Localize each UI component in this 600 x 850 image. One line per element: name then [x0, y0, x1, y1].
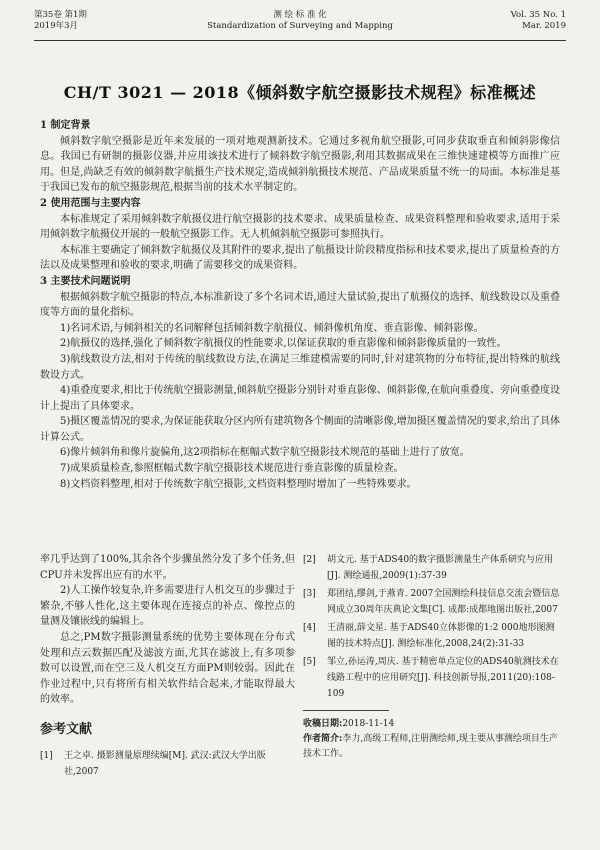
list-item: 2)航摄仪的选择,强化了倾斜数字航摄仪的性能要求,以保证获取的垂直影像和倾斜影像质量的一致性。: [60, 338, 507, 350]
paragraph: 本标准规定了采用倾斜数字航摄仪进行航空摄影的技术要求、成果质量检查、成果资料整理和验收要求,适用于采用倾斜数字航摄仪开展的一般航空摄影工作。无人机倾斜航空摄影可参照执行。: [40, 213, 560, 241]
author-value: 李力,高级工程师,注册测绘师,现主要从事测绘项目生产技术工作。: [303, 734, 558, 759]
volume-issue-en: Vol. 35 No. 1: [510, 10, 566, 20]
paragraph: 根据倾斜数字航空摄影的特点,本标准新设了多个名词术语,通过大量试验,提出了航摄仪的选择、航线数设以及重叠度等方面的量化指标。: [40, 291, 560, 319]
reference-number: [2]: [303, 555, 316, 565]
paragraph: 本标准主要确定了倾斜数字航摄仪及其附件的要求,提出了航摄设计阶段精度指标和技术要求,提出了质量检查的方法以及成果整理和验收的要求,明确了需要移交的成果资料。: [40, 244, 560, 272]
list-item: 5)摄区覆盖情况的要求,为保证能获取分区内所有建筑物各个侧面的清晰影像,增加摄区覆盖情况的要求,给出了具体计算公式。: [40, 416, 560, 443]
reference-item: [303, 552, 561, 584]
reference-item: [303, 586, 561, 618]
article-body: [40, 118, 560, 492]
reference-text: 胡文元. 基于ADS40的数字摄影测量生产体系研究与应用[J]. 测绘通报,2009(1):37-39: [327, 555, 554, 581]
reference-text: 邹立,孙运涛,周庆. 基于精密单点定位的ADS40航测技术在线路工程中的应用研究[J]. 科技创新导报,2011(20):108-109: [327, 657, 559, 699]
reference-number: [5]: [303, 657, 316, 667]
journal-title-en: Standardization of Surveying and Mapping: [207, 21, 393, 31]
right-column: [303, 552, 561, 762]
list-item: 1)名词术语,与倾斜相关的名词解释包括倾斜数字航摄仪、倾斜像机角度、垂直影像、倾斜影像。: [60, 322, 484, 334]
footnote-divider: [303, 710, 389, 711]
header-rule: [34, 40, 566, 41]
date-cn: 2019年3月: [34, 21, 79, 31]
section-heading: 1 制定背景: [40, 120, 91, 131]
reference-item: [40, 748, 295, 780]
reference-number: [1]: [40, 750, 53, 761]
left-column: [40, 552, 295, 782]
author-bio: [303, 732, 561, 762]
reference-text: 王清丽,薛文星. 基于ADS40立体影像的1:2 000地形图测图的技术特点[J]. 测绘标准化,2008,24(2):31-33: [327, 623, 555, 649]
reference-item: [303, 654, 561, 702]
paragraph: 2)人工操作较复杂,许多需要进行人机交互的步骤过于繁杂,不够人性化,这主要体现在连接点的补点、像控点的量测及镶嵌线的编辑上。: [40, 585, 295, 628]
paragraph: 倾斜数字航空摄影是近年来发展的一项对地观测新技术。它通过多视角航空摄影,可同步获取垂直和倾斜影像信息。我国已有研制的摄影仪器,并应用该技术进行了倾斜数字航空摄影,利用其数据成果在三维快速建模等方面推广应用。但是,尚缺乏有效的倾斜数字航摄生产技术规定,造成倾斜航摄技术规范、产品成果质量不统一的局面。本标准是基于我国已发布的航空摄影规范,根据当前的技术水平制定的。: [40, 135, 560, 194]
page-header: [0, 0, 600, 44]
list-item: 7)成果质量检查,参照框幅式数字航空摄影技术规范进行垂直影像的质量检查。: [60, 463, 404, 475]
section-heading: 2 使用范围与主要内容: [40, 197, 141, 209]
article-title: CH/T 3021 — 2018《倾斜数字航空摄影技术规程》标准概述: [63, 83, 537, 102]
journal-title-cn: 测 绘 标 准 化: [273, 10, 327, 20]
reference-text: 王之卓. 摄影测量原理续编[M]. 武汉:武汉大学出版社,2007: [64, 750, 266, 777]
reference-item: [303, 620, 561, 652]
volume-issue-cn: 第35卷 第1期: [34, 10, 87, 20]
reference-number: [4]: [303, 623, 316, 633]
reference-number: [3]: [303, 589, 316, 599]
author-label: 作者简介:: [303, 734, 343, 744]
received-date: [303, 717, 561, 732]
received-value: 2018-11-14: [342, 719, 395, 729]
paragraph: 总之,PM数字摄影测量系统的优势主要体现在分布式处理和点云数据匹配及滤波方面,尤其在滤波上,有多项参数可以设置,而在空三及人机交互方面PM则较弱。因此在作业过程中,只有将所有相关软件结合起来,才能取得最大的效率。: [40, 631, 295, 706]
list-item: 3)航线数设方法,相对于传统的航线数设方法,在满足三维建模需要的同时,针对建筑物的分布特征,提出特殊的航线数设方式。: [40, 353, 560, 381]
references-heading: 参考文献: [40, 721, 93, 737]
reference-text: 郑团结,缪剑,于燕青. 2007全国测绘科技信息交流会暨信息网成立30周年庆典论文集[C]. 成都:成都地图出版社,2007: [327, 589, 560, 615]
list-item: 8)文档资料整理,相对于传统数字航空摄影,文档资料整理时增加了一些特殊要求。: [60, 478, 417, 490]
list-item: 6)像片倾斜角和像片旋偏角,这2项指标在框幅式数字航空摄影技术规范的基础上进行了放宽。: [60, 447, 470, 459]
received-label: 收稿日期:: [303, 719, 343, 729]
header-right: [511, 10, 566, 32]
paragraph: 率几乎达到了100%,其余各个步骤虽然分发了多个任务,但CPU并未发挥出应有的水平。: [40, 554, 295, 581]
list-item: 4)重叠度要求,相比于传统航空摄影测量,倾斜航空摄影分别针对垂直影像、倾斜影像,在航向重叠度、旁向重叠度设计上提出了具体要求。: [40, 385, 560, 412]
date-en: Mar. 2019: [522, 21, 566, 31]
section-heading: 3 主要技术问题说明: [40, 275, 131, 287]
